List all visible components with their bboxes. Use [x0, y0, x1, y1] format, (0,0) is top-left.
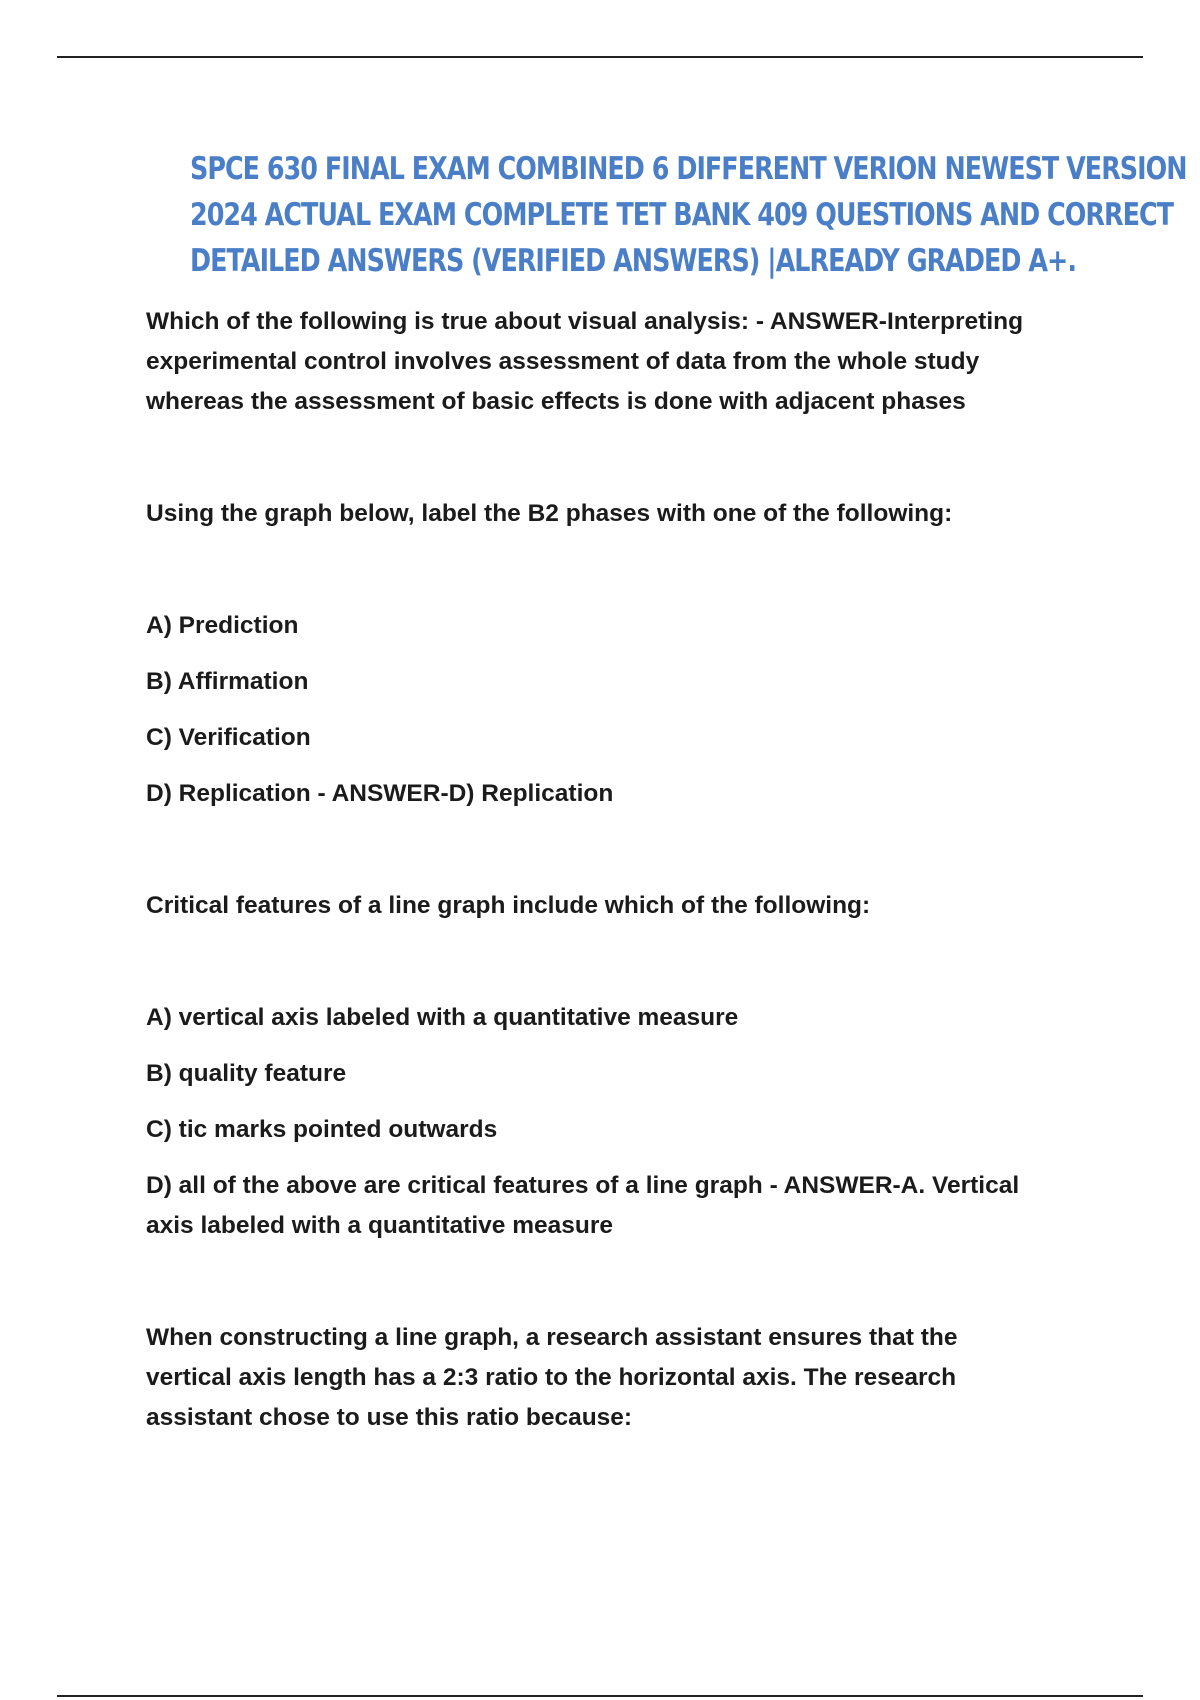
question-3-option-d-line-1: D) all of the above are critical features of a line graph - ANSWER-A. Vertical	[146, 1172, 1020, 1199]
title-line-1: SPCE 630 FINAL EXAM COMBINED 6 DIFFERENT VERION NEWEST VERSION	[190, 151, 1187, 187]
question-3-option-b: B) quality feature	[146, 1060, 347, 1087]
question-2-prompt: Using the graph below, label the B2 phases with one of the following:	[146, 500, 953, 527]
question-2-option-d: D) Replication - ANSWER-D) Replication	[146, 780, 614, 807]
question-1-line-3: whereas the assessment of basic effects is done with adjacent phases	[146, 388, 966, 415]
title-line-2: 2024 ACTUAL EXAM COMPLETE TET BANK 409 QUESTIONS AND CORRECT	[190, 197, 1174, 233]
question-4-line-2: vertical axis length has a 2:3 ratio to the horizontal axis. The research	[146, 1364, 957, 1391]
question-3-option-a: A) vertical axis labeled with a quantitative measure	[146, 1004, 739, 1031]
question-2	[146, 494, 1096, 534]
question-2-option-b: B) Affirmation	[146, 668, 309, 695]
question-2-option-a: A) Prediction	[146, 612, 299, 639]
top-rule	[57, 56, 1143, 58]
question-1	[146, 302, 1096, 422]
question-4-line-3: assistant chose to use this ratio because:	[146, 1404, 633, 1431]
title-line-3: DETAILED ANSWERS (VERIFIED ANSWERS) |ALREADY GRADED A+.	[190, 243, 1077, 279]
question-3	[146, 886, 1096, 926]
question-4	[146, 1318, 1096, 1438]
question-3-option-d	[146, 1166, 1096, 1246]
question-1-line-1: Which of the following is true about visual analysis: - ANSWER-Interpreting	[146, 308, 1024, 335]
bottom-rule	[57, 1695, 1143, 1697]
question-1-line-2: experimental control involves assessment of data from the whole study	[146, 348, 980, 375]
question-3-option-d-line-2: axis labeled with a quantitative measure	[146, 1212, 614, 1239]
question-3-option-c: C) tic marks pointed outwards	[146, 1116, 498, 1143]
question-4-line-1: When constructing a line graph, a research assistant ensures that the	[146, 1324, 958, 1351]
document-title	[190, 146, 1187, 284]
question-3-prompt: Critical features of a line graph include which of the following:	[146, 892, 871, 919]
question-2-option-c: C) Verification	[146, 724, 311, 751]
